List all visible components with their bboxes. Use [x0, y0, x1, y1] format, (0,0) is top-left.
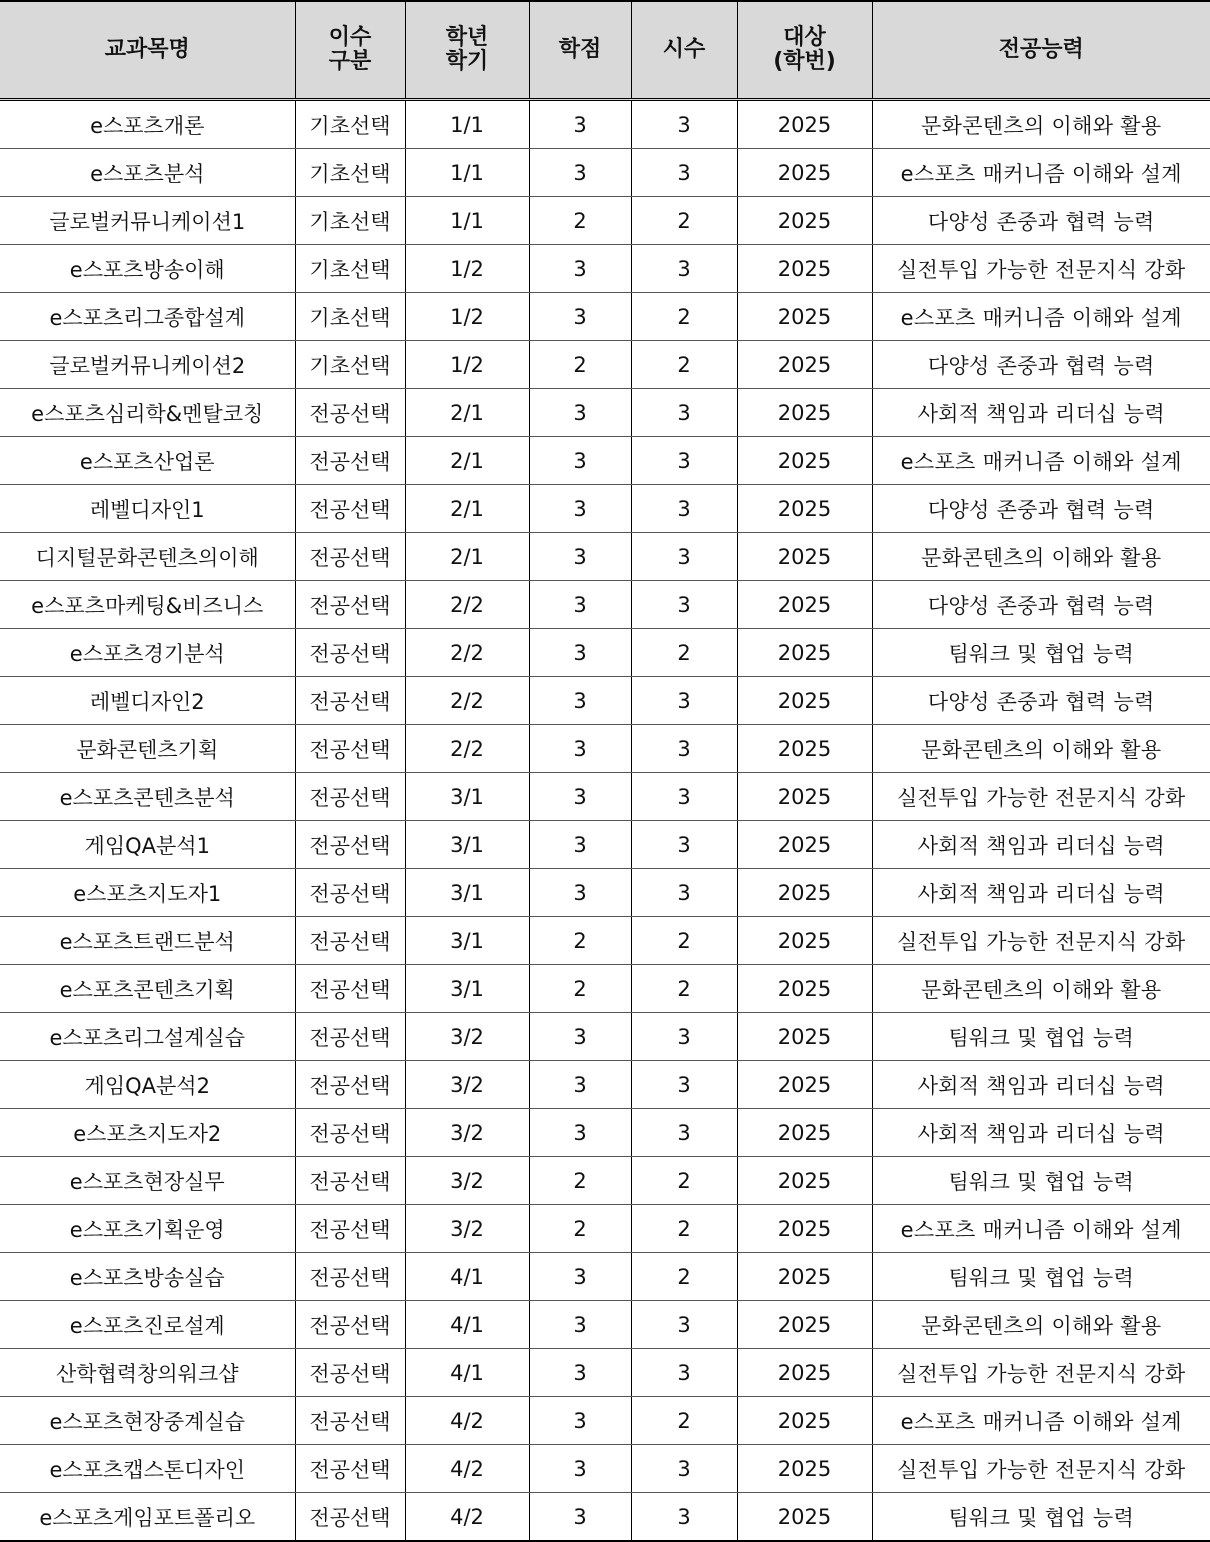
table-row — [0, 1397, 1210, 1445]
cell-completion-type: 전공선택 — [295, 725, 405, 773]
cell-major-competency: 문화콘텐츠의 이해와 활용 — [872, 725, 1210, 773]
cell-credits: 3 — [529, 581, 631, 629]
table-body — [0, 100, 1210, 1542]
cell-completion-type: 기초선택 — [295, 341, 405, 389]
cell-course-name: e스포츠게임포트폴리오 — [0, 1493, 295, 1542]
cell-major-competency: 팀워크 및 협업 능력 — [872, 1253, 1210, 1301]
cell-year-semester: 2/2 — [405, 629, 529, 677]
cell-completion-type: 전공선택 — [295, 1253, 405, 1301]
cell-credits: 3 — [529, 437, 631, 485]
cell-credits: 3 — [529, 1349, 631, 1397]
cell-course-name: 게임QA분석1 — [0, 821, 295, 869]
cell-year-semester: 1/1 — [405, 100, 529, 149]
header-course-name: 교과목명 — [0, 1, 295, 100]
cell-hours: 3 — [631, 1013, 737, 1061]
cell-major-competency: 문화콘텐츠의 이해와 활용 — [872, 533, 1210, 581]
cell-course-name: 글로벌커뮤니케이션2 — [0, 341, 295, 389]
cell-target-cohort: 2025 — [737, 1061, 872, 1109]
cell-completion-type: 전공선택 — [295, 437, 405, 485]
cell-target-cohort: 2025 — [737, 100, 872, 149]
cell-course-name: e스포츠산업론 — [0, 437, 295, 485]
cell-course-name: e스포츠지도자1 — [0, 869, 295, 917]
cell-credits: 3 — [529, 389, 631, 437]
cell-course-name: 문화콘텐츠기획 — [0, 725, 295, 773]
cell-major-competency: 다양성 존중과 협력 능력 — [872, 581, 1210, 629]
table-row — [0, 1061, 1210, 1109]
cell-credits: 3 — [529, 1493, 631, 1542]
cell-target-cohort: 2025 — [737, 773, 872, 821]
cell-hours: 3 — [631, 869, 737, 917]
cell-completion-type: 전공선택 — [295, 1157, 405, 1205]
cell-year-semester: 3/2 — [405, 1205, 529, 1253]
cell-major-competency: e스포츠 매커니즘 이해와 설계 — [872, 149, 1210, 197]
cell-credits: 3 — [529, 1061, 631, 1109]
cell-hours: 3 — [631, 581, 737, 629]
cell-year-semester: 3/2 — [405, 1157, 529, 1205]
cell-major-competency: 사회적 책임과 리더십 능력 — [872, 1109, 1210, 1157]
cell-target-cohort: 2025 — [737, 389, 872, 437]
cell-target-cohort: 2025 — [737, 149, 872, 197]
table-row — [0, 917, 1210, 965]
cell-completion-type: 전공선택 — [295, 917, 405, 965]
cell-year-semester: 2/2 — [405, 725, 529, 773]
cell-hours: 3 — [631, 1493, 737, 1542]
cell-credits: 3 — [529, 677, 631, 725]
cell-credits: 3 — [529, 1109, 631, 1157]
cell-completion-type: 전공선택 — [295, 1349, 405, 1397]
cell-target-cohort: 2025 — [737, 1157, 872, 1205]
cell-course-name: e스포츠분석 — [0, 149, 295, 197]
cell-hours: 3 — [631, 1061, 737, 1109]
cell-course-name: 게임QA분석2 — [0, 1061, 295, 1109]
cell-hours: 2 — [631, 1253, 737, 1301]
cell-year-semester: 3/1 — [405, 821, 529, 869]
cell-completion-type: 기초선택 — [295, 149, 405, 197]
cell-year-semester: 4/2 — [405, 1445, 529, 1493]
cell-course-name: e스포츠트랜드분석 — [0, 917, 295, 965]
cell-course-name: 디지털문화콘텐츠의이해 — [0, 533, 295, 581]
cell-target-cohort: 2025 — [737, 485, 872, 533]
cell-completion-type: 전공선택 — [295, 677, 405, 725]
table-row — [0, 1445, 1210, 1493]
cell-hours: 3 — [631, 485, 737, 533]
cell-target-cohort: 2025 — [737, 1205, 872, 1253]
cell-completion-type: 전공선택 — [295, 869, 405, 917]
cell-major-competency: 다양성 존중과 협력 능력 — [872, 341, 1210, 389]
cell-credits: 3 — [529, 245, 631, 293]
cell-credits: 3 — [529, 629, 631, 677]
table-row — [0, 245, 1210, 293]
cell-year-semester: 2/1 — [405, 389, 529, 437]
cell-course-name: e스포츠진로설계 — [0, 1301, 295, 1349]
cell-course-name: e스포츠경기분석 — [0, 629, 295, 677]
cell-major-competency: 팀워크 및 협업 능력 — [872, 1013, 1210, 1061]
cell-completion-type: 전공선택 — [295, 533, 405, 581]
table-row — [0, 1493, 1210, 1542]
cell-target-cohort: 2025 — [737, 533, 872, 581]
header-completion-type: 이수 구분 — [295, 1, 405, 100]
cell-credits: 3 — [529, 485, 631, 533]
cell-completion-type: 전공선택 — [295, 1397, 405, 1445]
cell-major-competency: 문화콘텐츠의 이해와 활용 — [872, 1301, 1210, 1349]
cell-major-competency: 다양성 존중과 협력 능력 — [872, 677, 1210, 725]
cell-year-semester: 3/2 — [405, 1061, 529, 1109]
table-row — [0, 725, 1210, 773]
cell-hours: 2 — [631, 1205, 737, 1253]
cell-completion-type: 전공선택 — [295, 629, 405, 677]
header-major-competency: 전공능력 — [872, 1, 1210, 100]
table-row — [0, 197, 1210, 245]
cell-hours: 3 — [631, 725, 737, 773]
cell-year-semester: 4/2 — [405, 1493, 529, 1542]
cell-target-cohort: 2025 — [737, 1445, 872, 1493]
header-hours: 시수 — [631, 1, 737, 100]
table-row — [0, 149, 1210, 197]
cell-hours: 3 — [631, 773, 737, 821]
cell-major-competency: 문화콘텐츠의 이해와 활용 — [872, 965, 1210, 1013]
cell-hours: 3 — [631, 437, 737, 485]
table-row — [0, 293, 1210, 341]
cell-course-name: e스포츠캡스톤디자인 — [0, 1445, 295, 1493]
table-row — [0, 341, 1210, 389]
cell-major-competency: 팀워크 및 협업 능력 — [872, 629, 1210, 677]
cell-year-semester: 3/2 — [405, 1013, 529, 1061]
cell-target-cohort: 2025 — [737, 821, 872, 869]
cell-hours: 3 — [631, 533, 737, 581]
table-row — [0, 965, 1210, 1013]
table-row — [0, 533, 1210, 581]
cell-year-semester: 4/1 — [405, 1301, 529, 1349]
cell-hours: 3 — [631, 677, 737, 725]
cell-credits: 2 — [529, 341, 631, 389]
cell-target-cohort: 2025 — [737, 581, 872, 629]
cell-hours: 3 — [631, 1445, 737, 1493]
cell-target-cohort: 2025 — [737, 677, 872, 725]
cell-credits: 3 — [529, 1253, 631, 1301]
cell-hours: 2 — [631, 917, 737, 965]
cell-completion-type: 기초선택 — [295, 245, 405, 293]
cell-hours: 2 — [631, 965, 737, 1013]
cell-credits: 3 — [529, 1301, 631, 1349]
cell-year-semester: 1/2 — [405, 341, 529, 389]
table-row — [0, 629, 1210, 677]
cell-year-semester: 2/1 — [405, 437, 529, 485]
cell-hours: 3 — [631, 1349, 737, 1397]
cell-course-name: e스포츠콘텐츠분석 — [0, 773, 295, 821]
table-row — [0, 389, 1210, 437]
cell-course-name: e스포츠마케팅&비즈니스 — [0, 581, 295, 629]
cell-year-semester: 1/2 — [405, 293, 529, 341]
cell-course-name: e스포츠리그설계실습 — [0, 1013, 295, 1061]
cell-course-name: 레벨디자인2 — [0, 677, 295, 725]
cell-year-semester: 3/1 — [405, 965, 529, 1013]
cell-completion-type: 전공선택 — [295, 1109, 405, 1157]
cell-hours: 3 — [631, 1301, 737, 1349]
cell-year-semester: 2/1 — [405, 485, 529, 533]
cell-completion-type: 전공선택 — [295, 485, 405, 533]
table-row — [0, 1253, 1210, 1301]
table-row — [0, 1205, 1210, 1253]
cell-credits: 3 — [529, 1445, 631, 1493]
cell-completion-type: 기초선택 — [295, 293, 405, 341]
cell-course-name: e스포츠리그종합설계 — [0, 293, 295, 341]
cell-credits: 3 — [529, 100, 631, 149]
cell-major-competency: e스포츠 매커니즘 이해와 설계 — [872, 293, 1210, 341]
cell-year-semester: 1/2 — [405, 245, 529, 293]
cell-hours: 2 — [631, 197, 737, 245]
table-row — [0, 437, 1210, 485]
cell-completion-type: 전공선택 — [295, 581, 405, 629]
cell-hours: 3 — [631, 389, 737, 437]
cell-target-cohort: 2025 — [737, 917, 872, 965]
cell-target-cohort: 2025 — [737, 629, 872, 677]
cell-course-name: e스포츠콘텐츠기획 — [0, 965, 295, 1013]
table-header — [0, 1, 1210, 100]
cell-course-name: e스포츠지도자2 — [0, 1109, 295, 1157]
table-row — [0, 1349, 1210, 1397]
cell-year-semester: 3/2 — [405, 1109, 529, 1157]
cell-major-competency: 사회적 책임과 리더십 능력 — [872, 869, 1210, 917]
cell-credits: 3 — [529, 725, 631, 773]
table-row — [0, 773, 1210, 821]
cell-credits: 3 — [529, 1397, 631, 1445]
cell-target-cohort: 2025 — [737, 1013, 872, 1061]
cell-target-cohort: 2025 — [737, 869, 872, 917]
header-credits: 학점 — [529, 1, 631, 100]
cell-year-semester: 4/2 — [405, 1397, 529, 1445]
cell-course-name: 산학협력창의워크샵 — [0, 1349, 295, 1397]
cell-target-cohort: 2025 — [737, 197, 872, 245]
cell-major-competency: 사회적 책임과 리더십 능력 — [872, 389, 1210, 437]
cell-target-cohort: 2025 — [737, 965, 872, 1013]
cell-year-semester: 3/1 — [405, 917, 529, 965]
cell-credits: 3 — [529, 821, 631, 869]
cell-hours: 2 — [631, 1157, 737, 1205]
cell-target-cohort: 2025 — [737, 437, 872, 485]
cell-target-cohort: 2025 — [737, 1349, 872, 1397]
cell-course-name: e스포츠심리학&멘탈코칭 — [0, 389, 295, 437]
table-row — [0, 1013, 1210, 1061]
cell-completion-type: 기초선택 — [295, 197, 405, 245]
table-row — [0, 100, 1210, 149]
cell-completion-type: 전공선택 — [295, 389, 405, 437]
cell-target-cohort: 2025 — [737, 725, 872, 773]
cell-completion-type: 전공선택 — [295, 1061, 405, 1109]
cell-major-competency: 실전투입 가능한 전문지식 강화 — [872, 917, 1210, 965]
table-row — [0, 821, 1210, 869]
table-row — [0, 1157, 1210, 1205]
cell-target-cohort: 2025 — [737, 1493, 872, 1542]
cell-target-cohort: 2025 — [737, 1397, 872, 1445]
cell-target-cohort: 2025 — [737, 1301, 872, 1349]
cell-major-competency: 팀워크 및 협업 능력 — [872, 1157, 1210, 1205]
table-row — [0, 677, 1210, 725]
cell-target-cohort: 2025 — [737, 341, 872, 389]
cell-major-competency: 문화콘텐츠의 이해와 활용 — [872, 100, 1210, 149]
cell-year-semester: 4/1 — [405, 1253, 529, 1301]
cell-course-name: e스포츠개론 — [0, 100, 295, 149]
cell-year-semester: 1/1 — [405, 197, 529, 245]
cell-completion-type: 전공선택 — [295, 773, 405, 821]
cell-hours: 3 — [631, 100, 737, 149]
cell-target-cohort: 2025 — [737, 293, 872, 341]
cell-hours: 3 — [631, 149, 737, 197]
cell-target-cohort: 2025 — [737, 1253, 872, 1301]
cell-year-semester: 1/1 — [405, 149, 529, 197]
cell-major-competency: 다양성 존중과 협력 능력 — [872, 197, 1210, 245]
cell-completion-type: 전공선택 — [295, 1445, 405, 1493]
cell-major-competency: e스포츠 매커니즘 이해와 설계 — [872, 1397, 1210, 1445]
header-target-cohort: 대상 (학번) — [737, 1, 872, 100]
cell-major-competency: 실전투입 가능한 전문지식 강화 — [872, 773, 1210, 821]
cell-major-competency: 팀워크 및 협업 능력 — [872, 1493, 1210, 1542]
cell-major-competency: 다양성 존중과 협력 능력 — [872, 485, 1210, 533]
cell-completion-type: 전공선택 — [295, 1013, 405, 1061]
cell-credits: 3 — [529, 869, 631, 917]
table-row — [0, 1301, 1210, 1349]
cell-credits: 2 — [529, 965, 631, 1013]
cell-course-name: e스포츠기획운영 — [0, 1205, 295, 1253]
header-year-semester: 학년 학기 — [405, 1, 529, 100]
cell-course-name: 글로벌커뮤니케이션1 — [0, 197, 295, 245]
cell-hours: 2 — [631, 341, 737, 389]
cell-year-semester: 2/2 — [405, 581, 529, 629]
cell-major-competency: 사회적 책임과 리더십 능력 — [872, 1061, 1210, 1109]
cell-target-cohort: 2025 — [737, 1109, 872, 1157]
cell-completion-type: 전공선택 — [295, 1205, 405, 1253]
cell-target-cohort: 2025 — [737, 245, 872, 293]
cell-hours: 2 — [631, 1397, 737, 1445]
cell-credits: 2 — [529, 1157, 631, 1205]
cell-course-name: e스포츠방송이해 — [0, 245, 295, 293]
cell-credits: 3 — [529, 293, 631, 341]
table-row — [0, 485, 1210, 533]
cell-credits: 2 — [529, 197, 631, 245]
table-row — [0, 869, 1210, 917]
table-row — [0, 581, 1210, 629]
cell-major-competency: 실전투입 가능한 전문지식 강화 — [872, 1445, 1210, 1493]
cell-year-semester: 3/1 — [405, 773, 529, 821]
header-row — [0, 1, 1210, 100]
cell-completion-type: 전공선택 — [295, 1301, 405, 1349]
cell-course-name: e스포츠방송실습 — [0, 1253, 295, 1301]
cell-credits: 3 — [529, 1013, 631, 1061]
cell-completion-type: 기초선택 — [295, 100, 405, 149]
cell-course-name: 레벨디자인1 — [0, 485, 295, 533]
cell-major-competency: 사회적 책임과 리더십 능력 — [872, 821, 1210, 869]
cell-credits: 3 — [529, 773, 631, 821]
cell-hours: 3 — [631, 821, 737, 869]
cell-hours: 2 — [631, 629, 737, 677]
cell-credits: 2 — [529, 917, 631, 965]
cell-year-semester: 2/1 — [405, 533, 529, 581]
cell-completion-type: 전공선택 — [295, 821, 405, 869]
cell-credits: 3 — [529, 533, 631, 581]
cell-credits: 3 — [529, 149, 631, 197]
cell-completion-type: 전공선택 — [295, 965, 405, 1013]
cell-major-competency: 실전투입 가능한 전문지식 강화 — [872, 1349, 1210, 1397]
cell-completion-type: 전공선택 — [295, 1493, 405, 1542]
cell-major-competency: e스포츠 매커니즘 이해와 설계 — [872, 437, 1210, 485]
table-row — [0, 1109, 1210, 1157]
cell-hours: 3 — [631, 1109, 737, 1157]
cell-course-name: e스포츠현장실무 — [0, 1157, 295, 1205]
cell-year-semester: 3/1 — [405, 869, 529, 917]
cell-hours: 3 — [631, 245, 737, 293]
cell-credits: 2 — [529, 1205, 631, 1253]
cell-year-semester: 2/2 — [405, 677, 529, 725]
cell-major-competency: 실전투입 가능한 전문지식 강화 — [872, 245, 1210, 293]
cell-hours: 2 — [631, 293, 737, 341]
cell-course-name: e스포츠현장중계실습 — [0, 1397, 295, 1445]
cell-major-competency: e스포츠 매커니즘 이해와 설계 — [872, 1205, 1210, 1253]
cell-year-semester: 4/1 — [405, 1349, 529, 1397]
